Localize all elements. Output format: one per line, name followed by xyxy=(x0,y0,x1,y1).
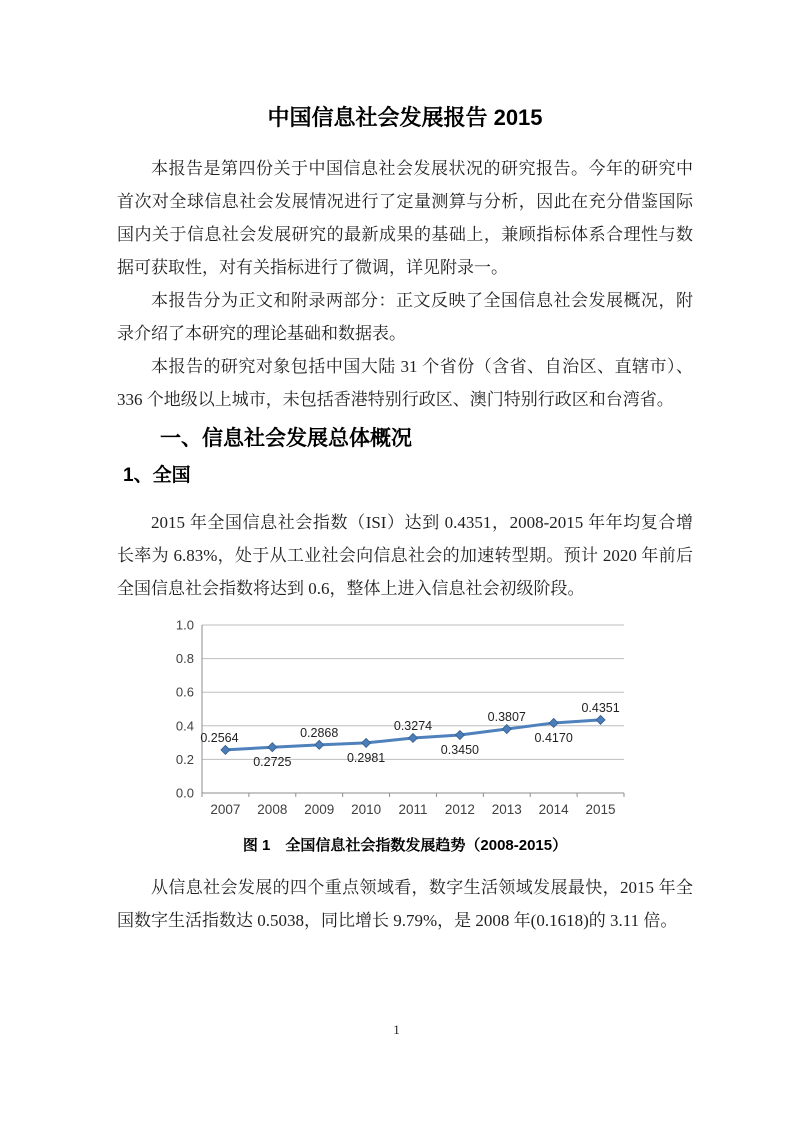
svg-text:2008: 2008 xyxy=(257,802,288,817)
svg-text:1.0: 1.0 xyxy=(175,617,194,633)
svg-text:0.6: 0.6 xyxy=(175,684,194,700)
paragraph-scope: 本报告的研究对象包括中国大陆 31 个省份（含省、自治区、直辖市）、336 个地级以上城市，未包括香港特别行政区、澳门特别行政区和台湾省。 xyxy=(117,357,693,409)
svg-text:0.4170: 0.4170 xyxy=(534,730,573,745)
paragraph-domain-growth: 从信息社会发展的四个重点领域看，数字生活领域发展最快，2015 年全国数字生活指数达 0.5038，同比增长 9.79%，是 2008 年(0.1618)的 3.11 倍。 xyxy=(117,878,693,930)
svg-text:0.3807: 0.3807 xyxy=(487,710,526,725)
svg-text:2010: 2010 xyxy=(351,802,382,817)
isi-trend-chart xyxy=(157,613,652,823)
svg-text:0.2564: 0.2564 xyxy=(200,730,239,745)
svg-text:2015: 2015 xyxy=(585,802,616,817)
paragraph-intro: 本报告是第四份关于中国信息社会发展状况的研究报告。今年的研究中首次对全球信息社会发展情况进行了定量测算与分析，因此在充分借鉴国际国内关于信息社会发展研究的最新成果的基础上，兼顾指标体系合理性与数据可获取性，对有关指标进行了微调，详见附录一。 xyxy=(117,159,693,277)
section-heading: 一、信息社会发展总体概况 xyxy=(160,427,412,450)
svg-text:2012: 2012 xyxy=(444,802,475,817)
figure-caption: 图 1 全国信息社会指数发展趋势（2008-2015） xyxy=(242,837,568,854)
paragraph-national-index: 2015 年全国信息社会指数（ISI）达到 0.4351，2008-2015 年年均复合增长率为 6.83%，处于从工业社会向信息社会的加速转型期。预计 2020 年前后全国信息社会指数将达到 0.6，整体上进入信息社会初级阶段。 xyxy=(117,513,693,598)
svg-text:0.8: 0.8 xyxy=(175,651,194,667)
svg-text:2011: 2011 xyxy=(398,802,428,817)
svg-text:0.3450: 0.3450 xyxy=(440,743,480,758)
svg-text:0.2981: 0.2981 xyxy=(346,750,386,765)
paragraph-structure: 本报告分为正文和附录两部分：正文反映了全国信息社会发展概况，附录介绍了本研究的理论基础和数据表。 xyxy=(117,291,693,343)
svg-text:2013: 2013 xyxy=(491,802,522,817)
svg-text:0.4: 0.4 xyxy=(175,718,194,734)
svg-text:0.4351: 0.4351 xyxy=(581,700,620,715)
svg-text:0.2725: 0.2725 xyxy=(253,755,292,770)
line-chart-canvas xyxy=(157,613,652,823)
document-title: 中国信息社会发展报告 2015 xyxy=(267,105,543,130)
svg-text:2007: 2007 xyxy=(210,802,241,817)
svg-text:2014: 2014 xyxy=(538,802,569,817)
svg-text:0.0: 0.0 xyxy=(175,785,194,801)
subsection-heading: 1、全国 xyxy=(123,465,191,486)
svg-text:0.3274: 0.3274 xyxy=(393,718,433,733)
svg-text:2009: 2009 xyxy=(304,802,335,817)
svg-text:0.2: 0.2 xyxy=(175,751,194,767)
svg-text:0.2868: 0.2868 xyxy=(300,725,339,740)
page-number: 1 xyxy=(393,1022,400,1037)
